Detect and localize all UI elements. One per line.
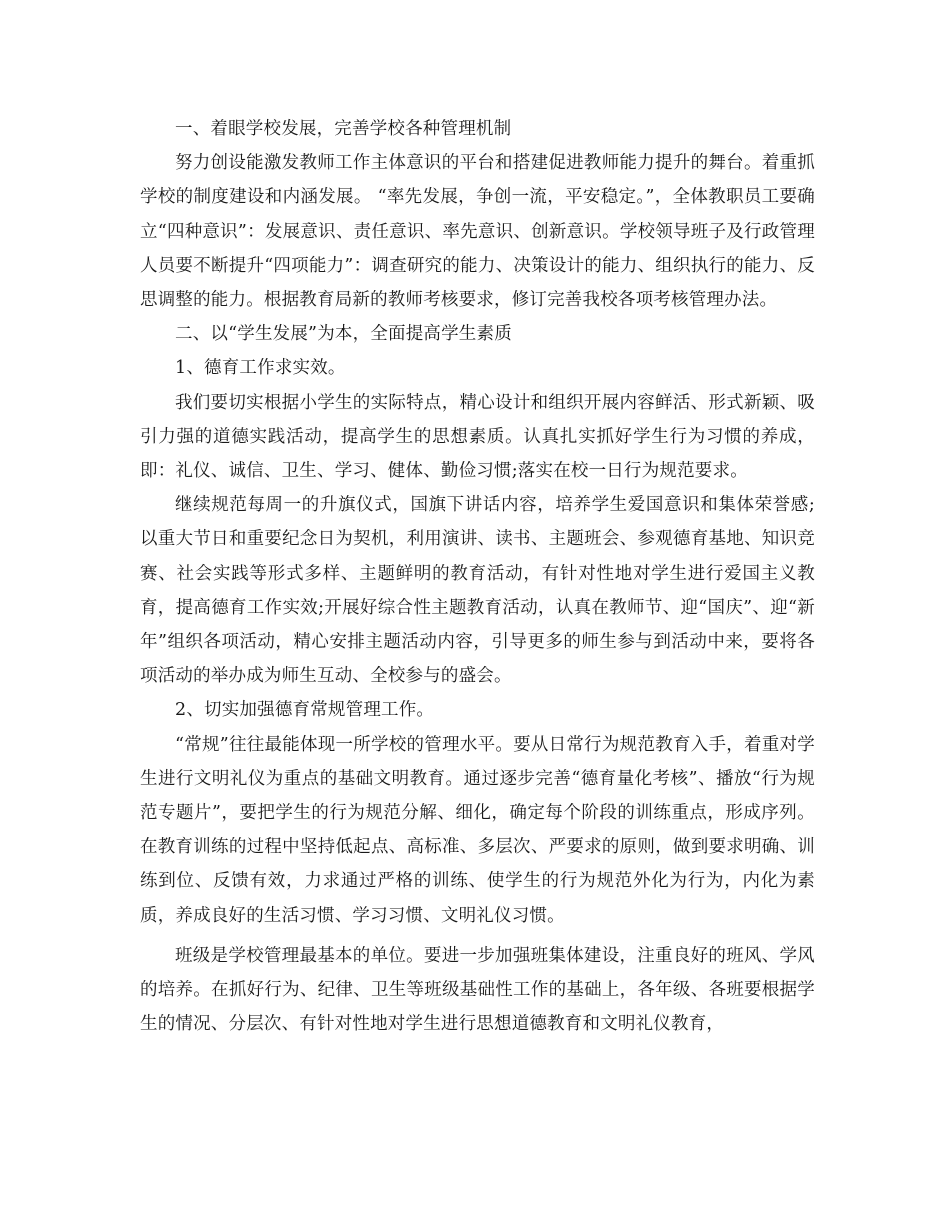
section-heading-1: 一、着眼学校发展，完善学校各种管理机制	[175, 119, 512, 139]
paragraph: “常规”往往最能体现一所学校的管理水平。要从日常行为规范教育入手，着重对学生进行文明礼仪为重点的基础文明教育。通过逐步完善“德育量化考核”、播放“行为规范专题片”，要把学生的行为规范分解、细化，确定每个阶段的训练重点，形成序列。在教育训练的过程中坚持低起点、高标准、多层次、严要求的原则，做到要求明确、训练到位、反馈有效，力求通过严格的训练、使学生的行为规范外化为行为，内化为素质，养成良好的生活习惯、学习习惯、文明礼仪习惯。	[140, 734, 815, 926]
document-body	[140, 112, 815, 1041]
paragraph: 继续规范每周一的升旗仪式，国旗下讲话内容，培养学生爱国意识和集体荣誉感;以重大节日和重要纪念日为契机，利用演讲、读书、主题班会、参观德育基地、知识竞赛、社会实践等形式多样、主题鲜明的教育活动，有针对性地对学生进行爱国主义教育，提高德育工作实效;开展好综合性主题教育活动，认真在教师节、迎“国庆”、迎“新年”组织各项活动，精心安排主题活动内容，引导更多的师生参与到活动中来，要将各项活动的举办成为师生互动、全校参与的盛会。	[140, 495, 815, 687]
paragraph: 我们要切实根据小学生的实际特点，精心设计和组织开展内容鲜活、形式新颖、吸引力强的道德实践活动，提高学生的思想素质。认真扎实抓好学生行为习惯的养成，即：礼仪、诚信、卫生、学习、健体、勤俭习惯;落实在校一日行为规范要求。	[140, 392, 815, 482]
paragraph: 班级是学校管理最基本的单位。要进一步加强班集体建设，注重良好的班风、学风的培养。在抓好行为、纪律、卫生等班级基础性工作的基础上，各年级、各班要根据学生的情况、分层次、有针对性地对学生进行思想道德教育和文明礼仪教育，	[140, 945, 815, 1035]
subsection-heading-2: 2、切实加强德育常规管理工作。	[175, 700, 435, 721]
paragraph: 努力创设能激发教师工作主体意识的平台和搭建促进教师能力提升的舞台。着重抓学校的制度建设和内涵发展。 “率先发展，争创一流，平安稳定。”，全体教职员工要确立“四种意识”：发展意识、责任意识、率先意识、创新意识。学校领导班子及行政管理人员要不断提升“四项能力”：调查研究的能力、决策设计的能力、组织执行的能力、反思调整的能力。根据教育局新的教师考核要求，修订完善我校各项考核管理办法。	[140, 153, 815, 311]
subsection-heading-1: 1、德育工作求实效。	[175, 358, 346, 379]
section-heading-2: 二、以“学生发展”为本，全面提高学生素质	[175, 324, 512, 345]
